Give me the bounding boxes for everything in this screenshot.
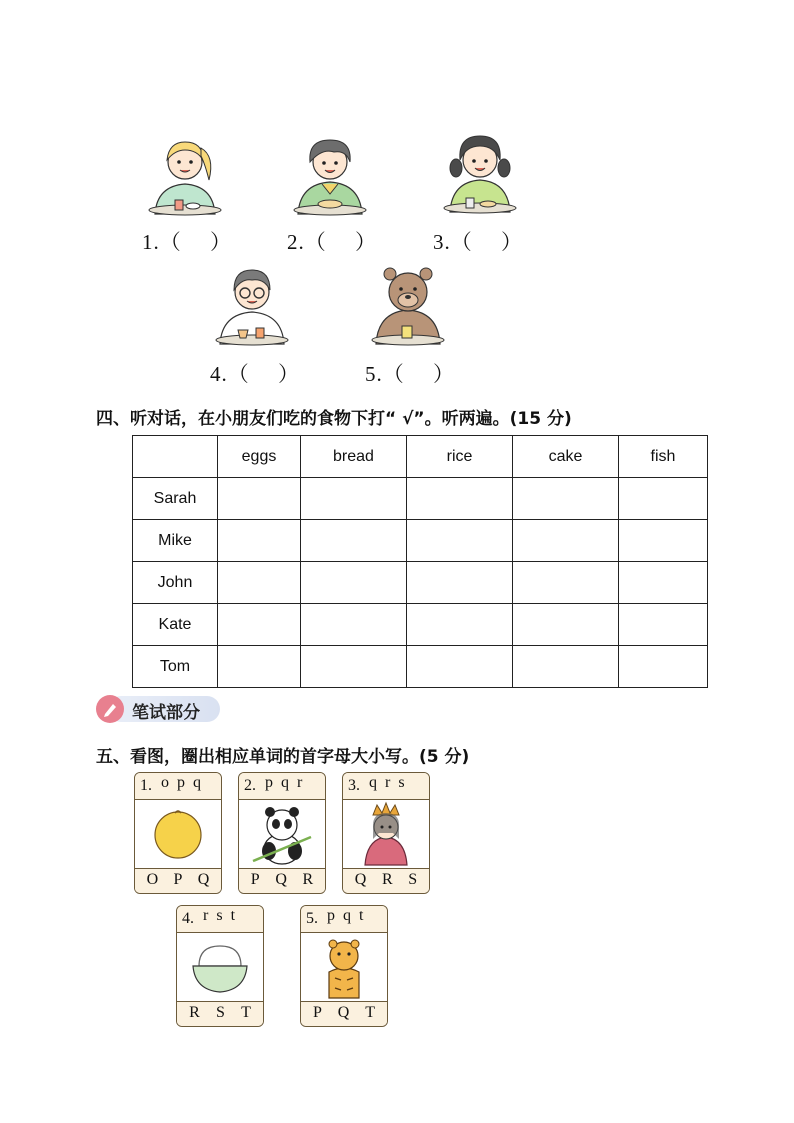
rice-bowl-picture [177, 932, 263, 1002]
check-cell[interactable] [301, 520, 407, 562]
check-cell[interactable] [301, 478, 407, 520]
uppercase-option[interactable]: R [381, 871, 393, 888]
bear-picture [368, 264, 448, 348]
lowercase-option[interactable]: s [398, 774, 405, 791]
lowercase-option[interactable]: q [193, 774, 201, 791]
uppercase-option[interactable]: T [365, 1004, 376, 1021]
lowercase-option[interactable]: r [203, 907, 209, 924]
check-cell[interactable] [407, 478, 513, 520]
check-cell[interactable] [513, 562, 619, 604]
uppercase-option[interactable]: Q [197, 871, 210, 888]
table-row [133, 562, 708, 604]
lowercase-option[interactable]: q [343, 907, 351, 924]
uppercase-option[interactable]: P [173, 871, 183, 888]
check-cell[interactable] [619, 478, 708, 520]
table-row [133, 604, 708, 646]
panda-picture [239, 799, 325, 869]
picture-1-answer[interactable]: 1.（ ） [142, 230, 232, 254]
table-row [133, 478, 708, 520]
lowercase-letters [265, 774, 310, 792]
card-top-strip [301, 906, 387, 933]
row-name-cell: Kate [133, 604, 218, 646]
section-4-title: 四、听对话，在小朋友们吃的食物下打“ √”。听两遍。(15 分) [96, 409, 572, 429]
letter-card-1 [134, 772, 222, 894]
row-name-cell: Sarah [133, 478, 218, 520]
check-cell[interactable] [619, 562, 708, 604]
table-header-cell: eggs [218, 436, 301, 478]
check-cell[interactable] [513, 604, 619, 646]
check-cell[interactable] [301, 646, 407, 688]
uppercase-option[interactable]: R [189, 1004, 200, 1021]
uppercase-option[interactable]: P [312, 1004, 322, 1021]
card-bottom-strip [135, 868, 221, 893]
section-5-title: 五、看图，圈出相应单词的首字母大小写。(5 分) [96, 747, 470, 767]
lowercase-option[interactable]: r [385, 774, 391, 791]
table-row [133, 646, 708, 688]
written-part-banner [96, 695, 220, 723]
tiger-picture [301, 932, 387, 1002]
card-number: 4. [182, 910, 194, 927]
card-number: 2. [244, 777, 256, 794]
card-top-strip [177, 906, 263, 933]
check-cell[interactable] [218, 646, 301, 688]
check-cell[interactable] [407, 604, 513, 646]
lowercase-letters [369, 774, 413, 792]
lowercase-option[interactable]: s [216, 907, 223, 924]
uppercase-option[interactable]: Q [275, 871, 287, 888]
check-cell[interactable] [407, 646, 513, 688]
check-cell[interactable] [218, 520, 301, 562]
food-check-table [132, 435, 708, 688]
picture-2-answer[interactable]: 2.（ ） [287, 230, 377, 254]
lowercase-option[interactable]: q [281, 774, 289, 791]
uppercase-option[interactable]: T [241, 1004, 251, 1021]
check-cell[interactable] [513, 478, 619, 520]
lowercase-option[interactable]: o [161, 774, 169, 791]
uppercase-option[interactable]: O [146, 871, 159, 888]
orange-picture [135, 799, 221, 869]
uppercase-option[interactable]: R [302, 871, 314, 888]
card-bottom-strip [239, 868, 325, 893]
lowercase-option[interactable]: r [297, 774, 303, 791]
lowercase-option[interactable]: p [177, 774, 185, 791]
lowercase-option[interactable]: t [359, 907, 364, 924]
table-header-cell [133, 436, 218, 478]
table-header-cell: fish [619, 436, 708, 478]
card-bottom-strip [301, 1001, 387, 1026]
letter-card-3 [342, 772, 430, 894]
uppercase-option[interactable]: Q [337, 1004, 350, 1021]
card-bottom-strip [343, 868, 429, 893]
uppercase-option[interactable]: P [250, 871, 260, 888]
card-number: 5. [306, 910, 318, 927]
check-cell[interactable] [619, 604, 708, 646]
lowercase-option[interactable]: t [230, 907, 236, 924]
letter-card-4 [176, 905, 264, 1027]
row-name-cell: Mike [133, 520, 218, 562]
girl-ponytail-picture [145, 134, 225, 218]
check-cell[interactable] [301, 562, 407, 604]
picture-5-answer[interactable]: 5.（ ） [365, 362, 455, 386]
written-part-label: 笔试部分 [132, 703, 200, 723]
check-cell[interactable] [619, 646, 708, 688]
uppercase-option[interactable]: Q [354, 871, 367, 888]
check-cell[interactable] [218, 562, 301, 604]
letter-card-2 [238, 772, 326, 894]
check-cell[interactable] [218, 604, 301, 646]
lowercase-option[interactable]: p [265, 774, 273, 791]
card-top-strip [343, 773, 429, 800]
card-bottom-strip [177, 1001, 263, 1026]
table-header-cell: bread [301, 436, 407, 478]
picture-4-answer[interactable]: 4.（ ） [210, 362, 300, 386]
card-top-strip [135, 773, 221, 800]
check-cell[interactable] [407, 562, 513, 604]
girl-pigtails-picture [440, 132, 520, 216]
check-cell[interactable] [513, 520, 619, 562]
lowercase-option[interactable]: q [369, 774, 377, 791]
table-row [133, 520, 708, 562]
card-number: 3. [348, 777, 360, 794]
check-cell[interactable] [301, 604, 407, 646]
row-name-cell: Tom [133, 646, 218, 688]
check-cell[interactable] [218, 478, 301, 520]
row-name-cell: John [133, 562, 218, 604]
lowercase-letters [327, 907, 371, 925]
lowercase-letters [203, 907, 243, 925]
queen-picture [343, 799, 429, 869]
card-number: 1. [140, 777, 152, 794]
pencil-icon [96, 695, 124, 723]
lowercase-letters [161, 774, 209, 792]
card-top-strip [239, 773, 325, 800]
boy-curly-hair-picture [290, 134, 370, 218]
check-cell[interactable] [619, 520, 708, 562]
boy-glasses-picture [212, 264, 292, 348]
check-cell[interactable] [407, 520, 513, 562]
uppercase-option[interactable]: S [408, 871, 418, 888]
table-header-cell: cake [513, 436, 619, 478]
table-header-cell: rice [407, 436, 513, 478]
table-header-row [133, 436, 708, 478]
check-cell[interactable] [513, 646, 619, 688]
picture-3-answer[interactable]: 3.（ ） [433, 230, 523, 254]
letter-card-5 [300, 905, 388, 1027]
uppercase-option[interactable]: S [215, 1004, 225, 1021]
lowercase-option[interactable]: p [327, 907, 335, 924]
